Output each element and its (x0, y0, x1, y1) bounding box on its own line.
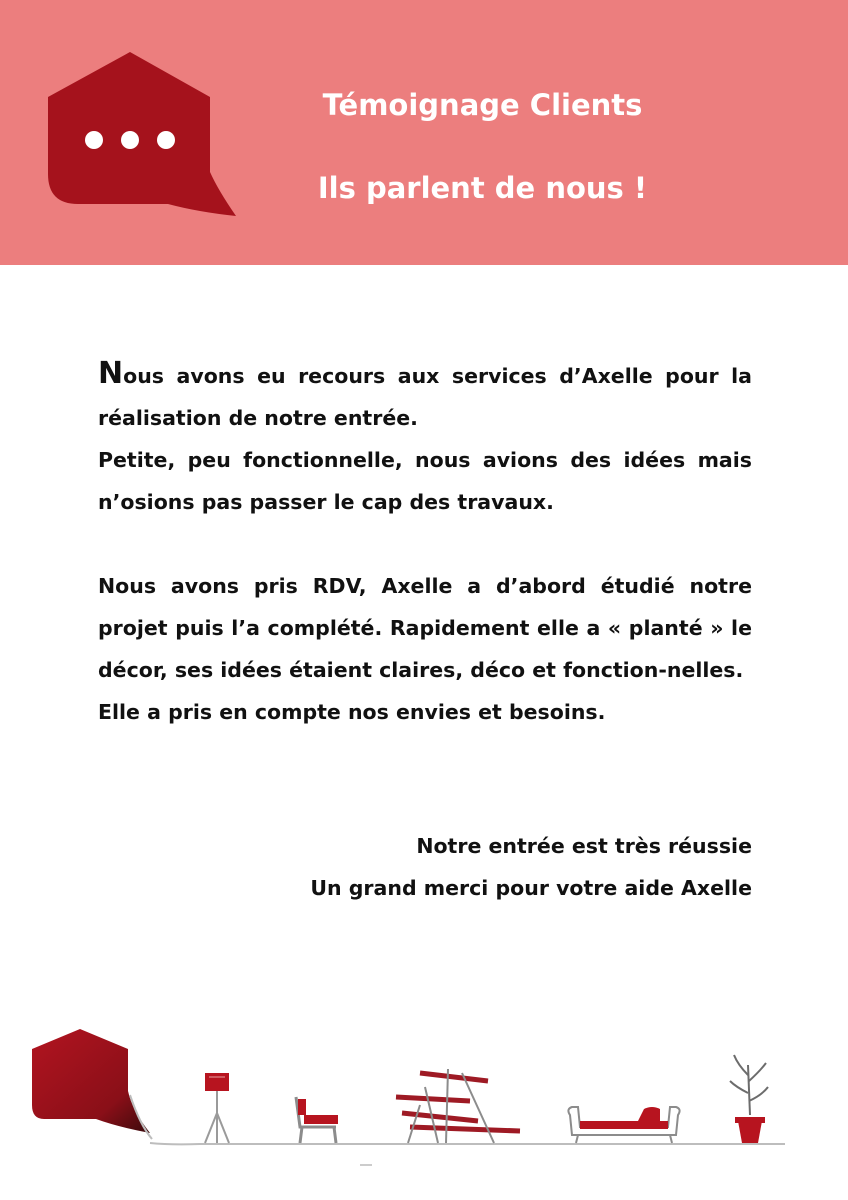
house-speech-bubble-icon (32, 1029, 152, 1139)
page-title: Témoignage Clients (322, 88, 643, 122)
floor-lamp-icon (205, 1073, 229, 1143)
armchair-icon (296, 1097, 338, 1143)
page-subtitle: Ils parlent de nous ! (317, 171, 648, 205)
signoff-line-1: Notre entrée est très réussie (416, 834, 752, 858)
testimonial-paragraph-4: Elle a pris en compte nos envies et besoins. (98, 700, 606, 724)
testimonial-paragraph-2: Petite, peu fonctionnelle, nous avions des idées mais n’osions pas passer le cap des travaux. (98, 448, 752, 514)
header-banner (0, 0, 848, 265)
drop-cap: N (98, 356, 124, 391)
signoff-line-2: Un grand merci pour votre aide Axelle (310, 876, 752, 900)
testimonial-paragraph-3: Nous avons pris RDV, Axelle a d’abord étudié notre projet puis l’a complété. Rapidement elle a « planté » le décor, ses idées étaient claires, déco et fonction-nelles. (98, 574, 752, 682)
paragraph-spacer (98, 523, 752, 565)
footer-illustration (0, 1015, 848, 1175)
testimonial-text (98, 355, 752, 733)
shelf-icon (396, 1069, 520, 1143)
sofa-icon (568, 1107, 679, 1143)
potted-plant-icon (730, 1055, 768, 1143)
house-speech-bubble-icon (48, 52, 238, 218)
testimonial-paragraph-1 (98, 355, 752, 439)
floor-line (150, 1143, 785, 1144)
signoff (240, 825, 752, 909)
paragraph-1-text: ous avons eu recours aux services d’Axelle pour la réalisation de notre entrée. (98, 364, 752, 430)
